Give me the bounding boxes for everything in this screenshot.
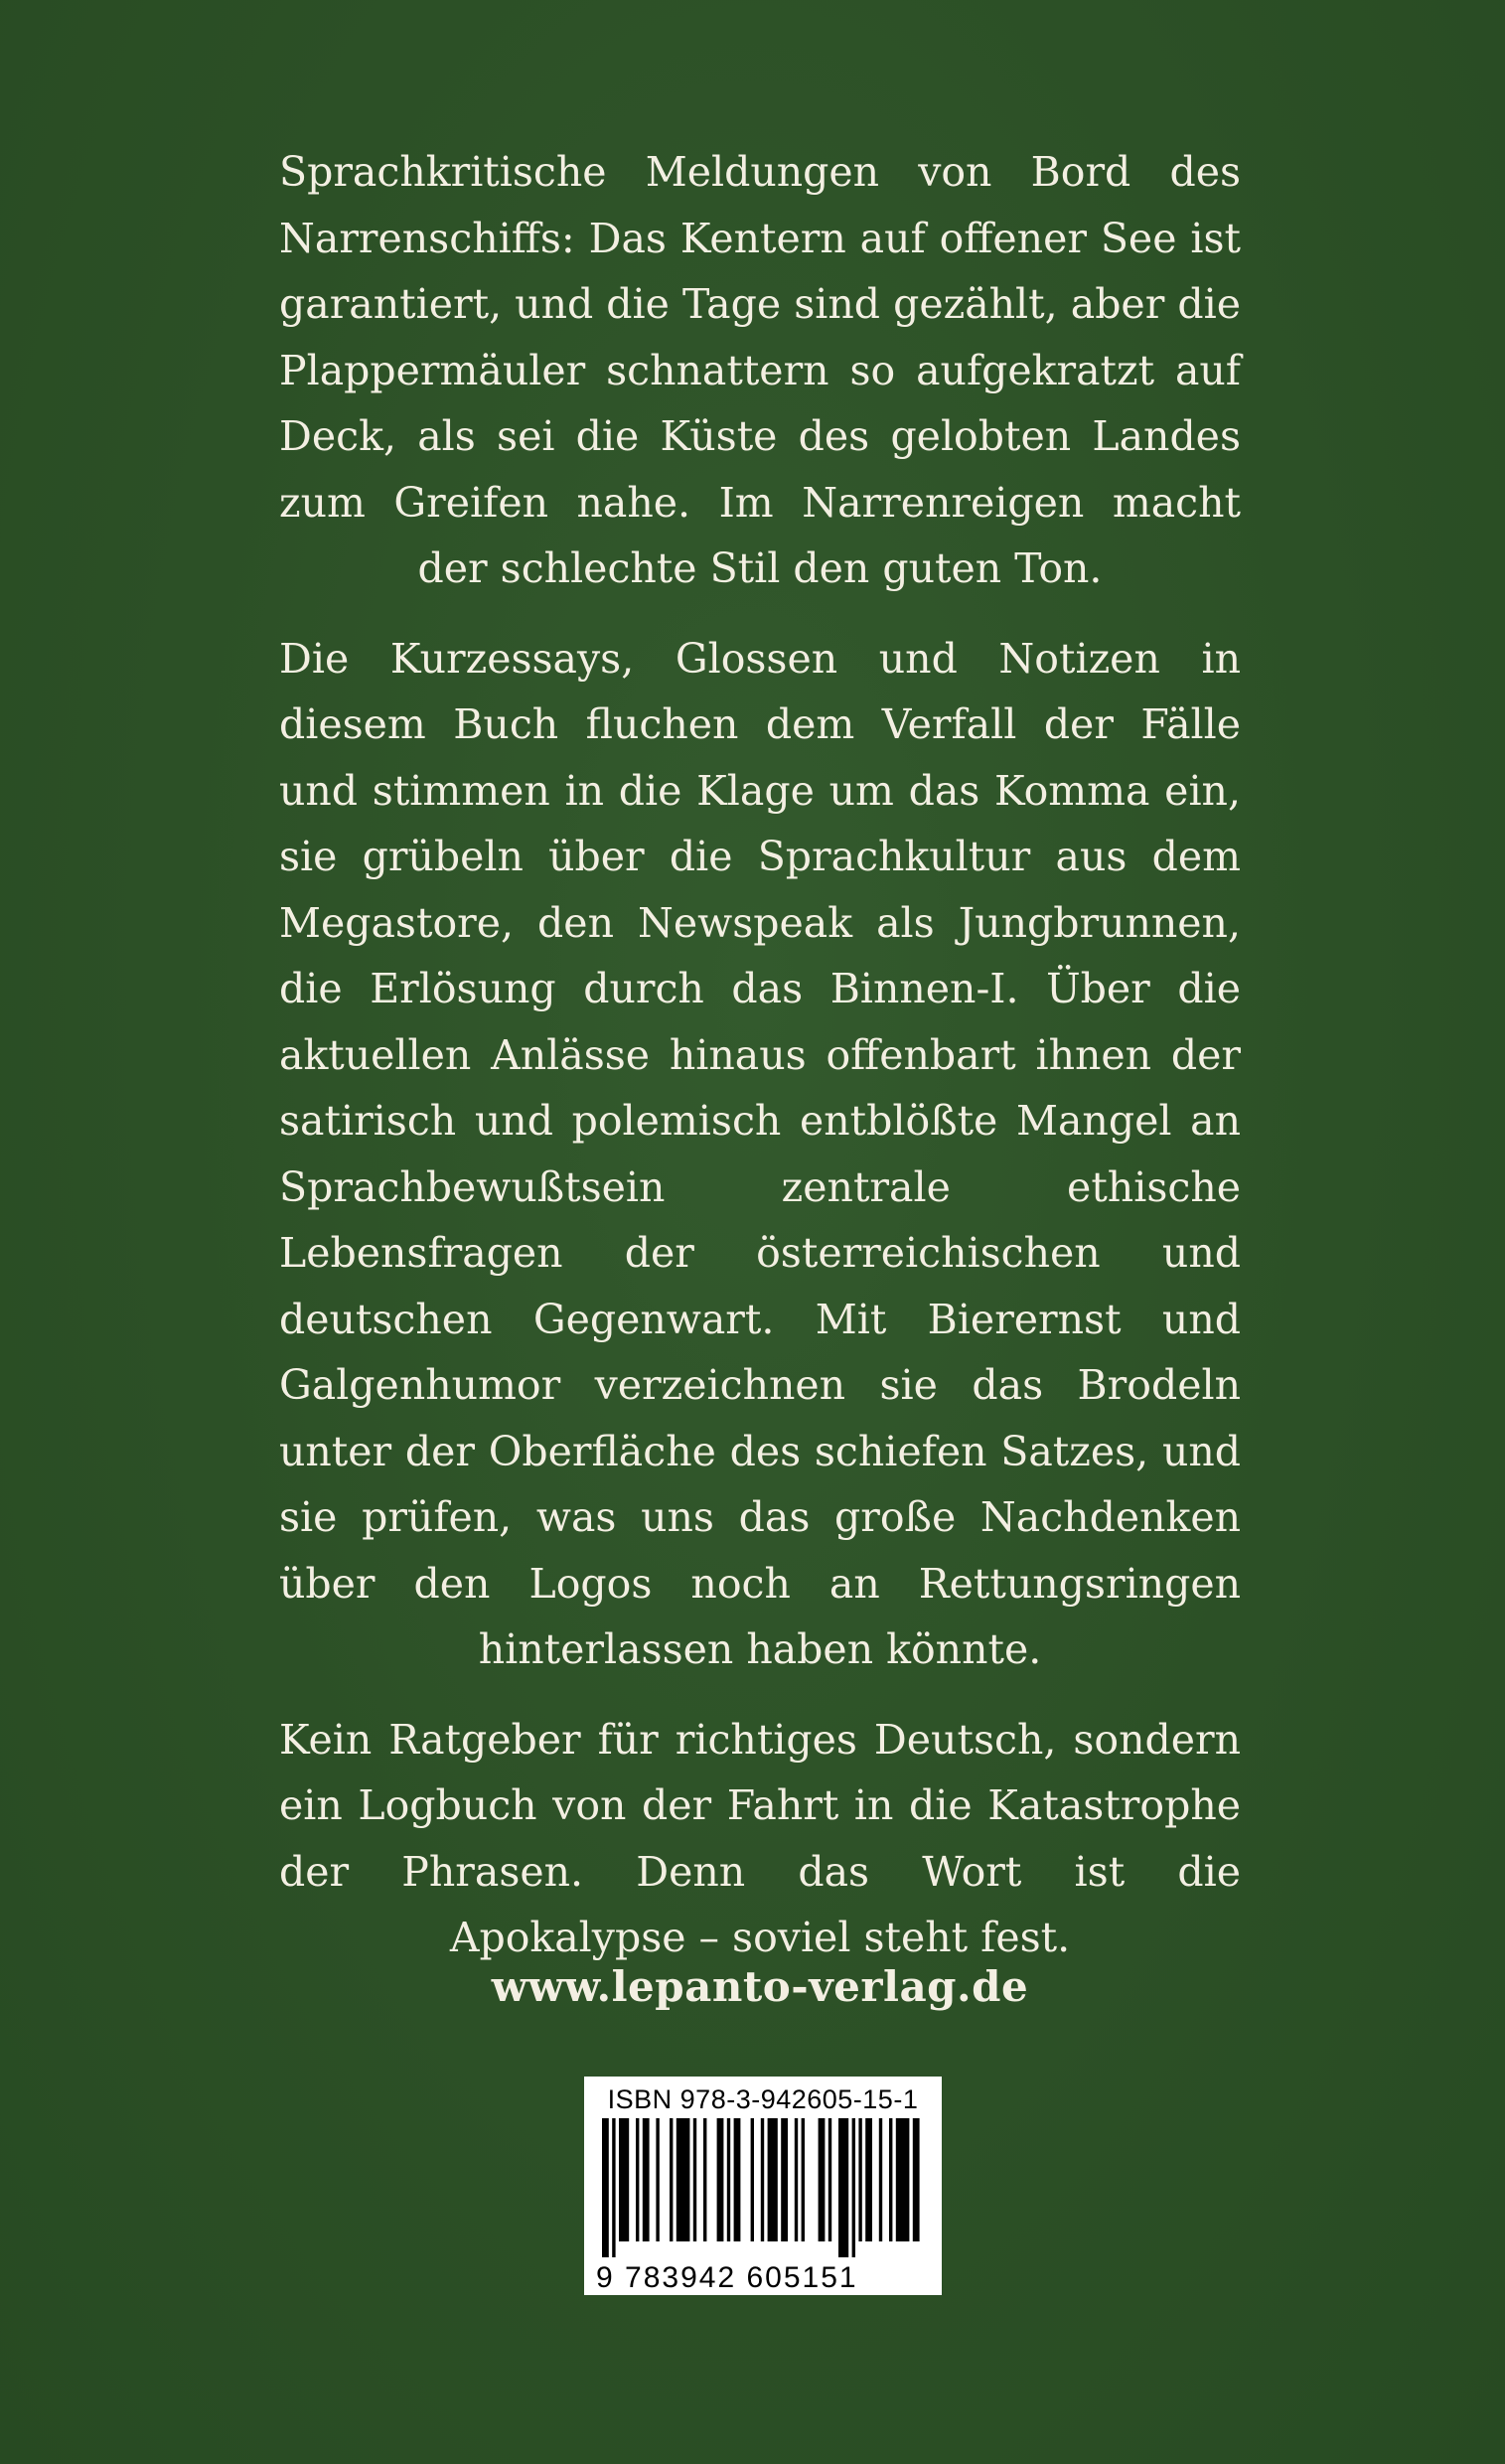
barcode-bar [889, 2118, 892, 2241]
barcode-bar [717, 2118, 724, 2241]
barcode-bar [858, 2118, 861, 2241]
barcode-graphic [596, 2118, 930, 2257]
blurb-paragraph-3: Kein Ratgeber für richtiges Deutsch, sondern ein Logbuch von der Fahrt in die Katastrophe der Phrasen. Denn das Wort ist die Apokalypse – soviel steht fest. [279, 1715, 1241, 1961]
barcode-bar [643, 2118, 650, 2241]
blurb-text [279, 139, 1241, 1995]
barcode-bar [656, 2118, 659, 2241]
blurb-paragraph-1: Sprachkritische Meldungen von Bord des Narrenschiffs: Das Kentern auf offener See ist garantiert, und die Tage sind gezählt, aber die Plappermäuler schnattern so aufgekratzt auf Deck, als sei die Küste des gelobten Landes zum Greifen nahe. Im Narrenreigen macht der schlechte Stil den guten Ton. [279, 148, 1241, 592]
blurb-paragraph-2: Die Kurzessays, Glossen und Notizen in diesem Buch fluchen dem Verfall der Fälle und stimmen in die Klage um das Komma ein, sie grübeln über die Sprachkultur aus dem Megastore, den Newspeak als Jungbrunnen, die Erlösung durch das Binnen-I. Über die aktuellen Anlässe hinaus offenbart ihnen der satirisch und polemisch entblößte Mangel an Sprachbewußtsein zentrale ethische Lebensfragen der österreichischen und deutschen Gegenwart. Mit Bierernst und Galgenhumor verzeichnen sie das Brodeln unter der Oberfläche des schiefen Satzes, und sie prüfen, was uns das große Nachdenken über den Logos noch an Rettungsringen hinterlassen haben könnte. [279, 634, 1241, 1673]
barcode-bars [596, 2118, 930, 2285]
barcode-bar [781, 2118, 788, 2241]
barcode-bar [677, 2118, 690, 2241]
barcode-bar [727, 2118, 730, 2241]
ean-digits-text: 9 783942 605151 [596, 2261, 858, 2294]
barcode-bar [751, 2118, 754, 2241]
barcode-bar [865, 2118, 872, 2241]
barcode-bar [768, 2118, 778, 2241]
barcode-bar [761, 2118, 764, 2241]
barcode-bar [852, 2118, 855, 2257]
barcode-bar [795, 2118, 798, 2241]
barcode-bar [612, 2118, 615, 2257]
isbn-barcode [584, 2077, 942, 2295]
barcode-bar [734, 2118, 741, 2241]
barcode-bar [838, 2118, 848, 2257]
ean-digits [594, 2263, 932, 2293]
barcode-bar [913, 2118, 920, 2241]
barcode-bar [602, 2118, 609, 2257]
barcode-bar [670, 2118, 673, 2241]
publisher-website: www.lepanto-verlag.de [491, 1962, 1029, 2011]
barcode-bar [896, 2118, 910, 2241]
barcode-bar [828, 2118, 831, 2241]
barcode-bar [879, 2118, 882, 2241]
isbn-label: ISBN 978-3-942605-15-1 [607, 2084, 919, 2114]
barcode-bar [802, 2118, 805, 2241]
barcode-bar [819, 2118, 826, 2241]
barcode-bar [703, 2118, 706, 2241]
barcode-bar [619, 2118, 629, 2241]
barcode-bar [636, 2118, 639, 2241]
barcode-bar [693, 2118, 696, 2241]
